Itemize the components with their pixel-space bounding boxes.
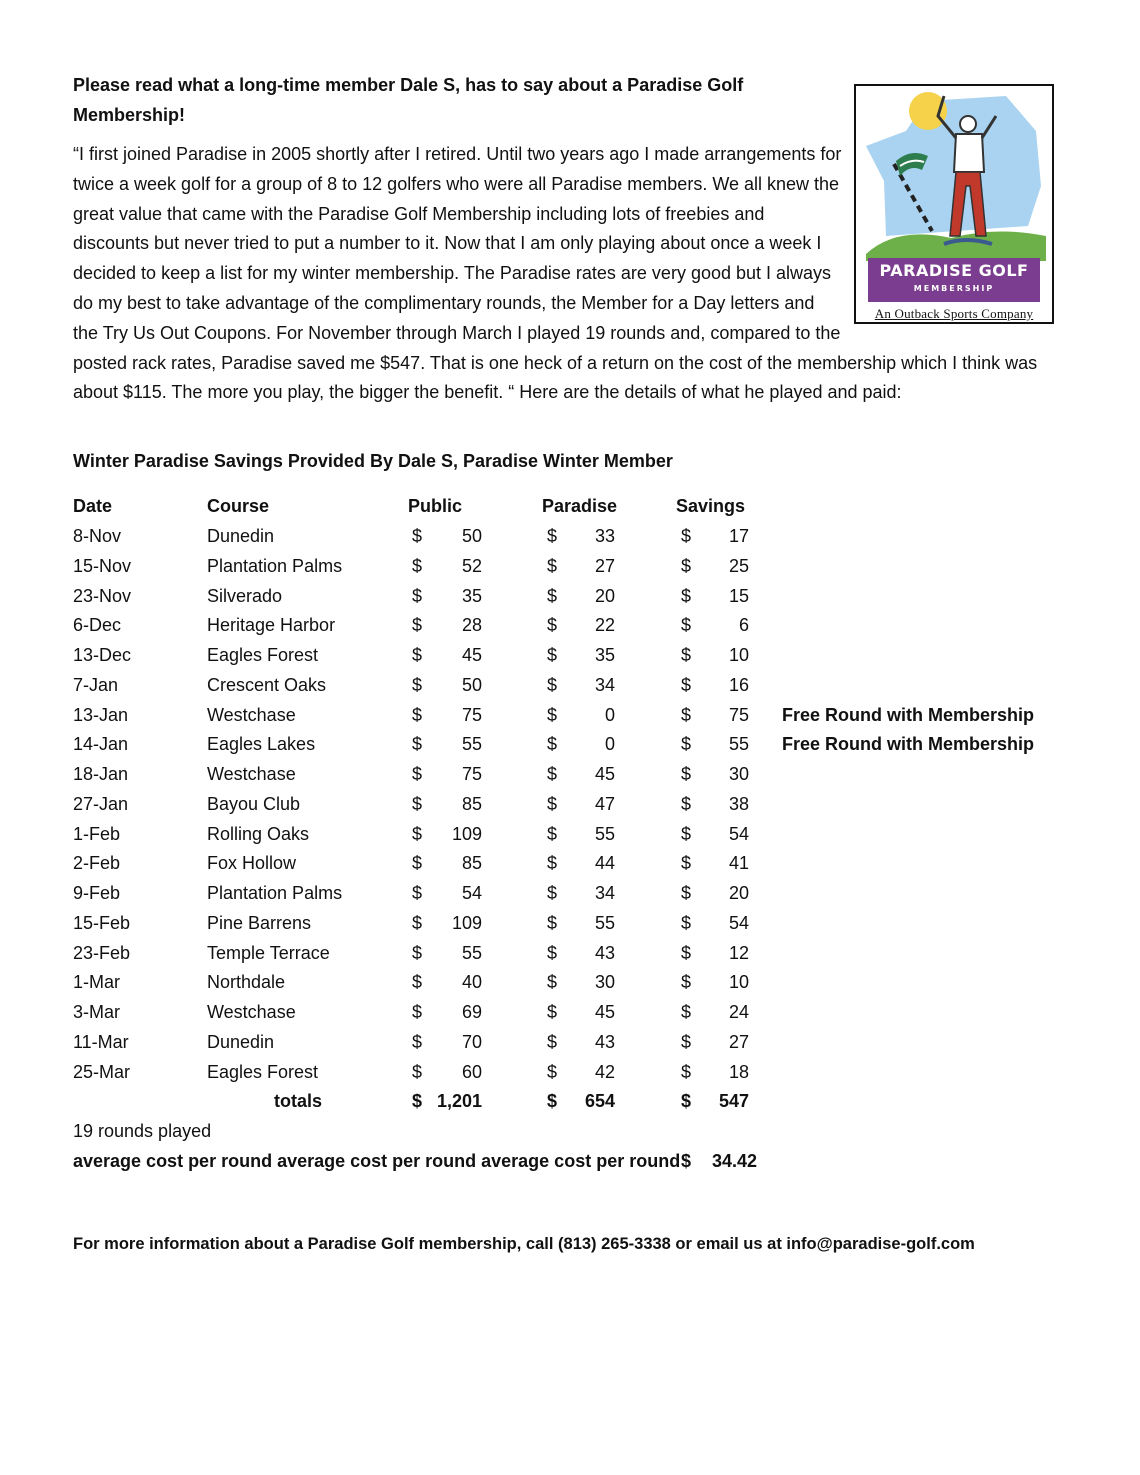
- table-row: [73, 967, 1073, 997]
- logo-caption: An Outback Sports Company: [874, 306, 1034, 321]
- row-public: 60: [461, 1061, 482, 1082]
- row-paradise: 47: [594, 793, 615, 814]
- row-paradise-currency: $: [547, 912, 558, 933]
- row-savings-currency: $: [681, 853, 692, 874]
- row-paradise: 45: [594, 764, 615, 784]
- row-public-currency: $: [412, 734, 423, 755]
- row-public: 109: [451, 823, 482, 844]
- row-savings: 16: [728, 674, 749, 695]
- row-course: Crescent Oaks: [207, 674, 327, 695]
- row-paradise: 55: [594, 823, 615, 844]
- row-public: 85: [461, 853, 482, 874]
- row-paradise-currency: $: [547, 764, 558, 784]
- row-note: Free Round with Membership: [782, 734, 1035, 755]
- row-savings: 54: [728, 912, 749, 933]
- row-public: 75: [461, 764, 482, 784]
- row-paradise-currency: $: [547, 793, 558, 814]
- row-savings-currency: $: [681, 585, 692, 606]
- totals-savings-currency: $: [681, 1091, 692, 1111]
- row-savings-currency: $: [681, 526, 692, 546]
- row-course: Westchase: [207, 704, 296, 725]
- row-date: 23-Feb: [73, 942, 131, 963]
- row-paradise: 44: [594, 853, 615, 874]
- average-cost-row: [73, 1146, 873, 1176]
- row-course: Heritage Harbor: [207, 615, 336, 636]
- row-course: Dunedin: [207, 526, 275, 546]
- row-public: 54: [461, 883, 482, 903]
- row-public-currency: $: [412, 674, 423, 695]
- row-course: Rolling Oaks: [207, 823, 310, 844]
- row-course: Plantation Palms: [207, 883, 343, 903]
- row-date: 18-Jan: [73, 764, 129, 784]
- table-row: [73, 878, 1073, 908]
- row-public: 28: [461, 615, 482, 636]
- row-date: 14-Jan: [73, 734, 129, 755]
- row-date: 13-Jan: [73, 704, 129, 725]
- totals-public: 1,201: [436, 1091, 482, 1111]
- row-date: 3-Mar: [73, 1002, 121, 1022]
- paradise-golf-logo: [854, 84, 1054, 324]
- row-course: Northdale: [207, 972, 286, 993]
- logo-title: PARADISE GOLF: [879, 261, 1029, 280]
- row-date: 2-Feb: [73, 853, 121, 874]
- row-savings: 6: [738, 615, 749, 636]
- row-paradise-currency: $: [547, 823, 558, 844]
- row-public-currency: $: [412, 1002, 423, 1022]
- totals-savings: 547: [718, 1091, 749, 1111]
- row-public: 75: [461, 704, 482, 725]
- row-savings-currency: $: [681, 883, 692, 903]
- table-row: [73, 789, 1073, 819]
- table-row: [73, 521, 1073, 551]
- row-date: 7-Jan: [73, 674, 119, 695]
- row-savings-currency: $: [681, 674, 692, 695]
- totals-label: totals: [274, 1091, 323, 1111]
- row-paradise: 43: [594, 1031, 615, 1052]
- header-date: Date: [73, 496, 113, 516]
- row-paradise-currency: $: [547, 1061, 558, 1082]
- row-savings-currency: $: [681, 1002, 692, 1022]
- row-savings: 20: [728, 883, 749, 903]
- table-row: [73, 1027, 1073, 1057]
- intro-heading: Please read what a long-time member Dale S, has to say about a Paradise Golf Membership!: [73, 75, 744, 125]
- row-savings-currency: $: [681, 823, 692, 844]
- row-course: Westchase: [207, 764, 296, 784]
- row-public-currency: $: [412, 1061, 423, 1082]
- row-public-currency: $: [412, 585, 423, 606]
- row-public: 55: [461, 942, 482, 963]
- row-paradise: 0: [604, 704, 615, 725]
- row-public-currency: $: [412, 793, 423, 814]
- row-date: 6-Dec: [73, 615, 122, 636]
- table-row: [73, 729, 1073, 759]
- row-course: Bayou Club: [207, 793, 301, 814]
- header-savings: Savings: [676, 496, 746, 516]
- row-public: 52: [461, 555, 482, 576]
- row-savings-currency: $: [681, 793, 692, 814]
- row-public: 55: [461, 734, 482, 755]
- row-savings-currency: $: [681, 645, 692, 665]
- header-course: Course: [207, 496, 270, 516]
- row-course: Westchase: [207, 1002, 296, 1022]
- table-row: [73, 997, 1073, 1027]
- row-course: Plantation Palms: [207, 555, 343, 576]
- row-course: Silverado: [207, 585, 283, 606]
- table-row: [73, 1057, 1073, 1087]
- row-savings: 17: [728, 526, 749, 546]
- row-date: 9-Feb: [73, 883, 121, 903]
- row-paradise: 34: [594, 883, 615, 903]
- row-course: Pine Barrens: [207, 912, 312, 933]
- row-public-currency: $: [412, 645, 423, 665]
- row-savings: 41: [728, 853, 749, 874]
- row-date: 1-Mar: [73, 972, 121, 993]
- row-course: Eagles Forest: [207, 645, 319, 665]
- row-savings: 54: [728, 823, 749, 844]
- row-public: 35: [461, 585, 482, 606]
- table-row: [73, 670, 1073, 700]
- row-savings-currency: $: [681, 555, 692, 576]
- row-savings: 10: [728, 972, 749, 993]
- row-savings: 18: [728, 1061, 749, 1082]
- row-savings-currency: $: [681, 734, 692, 755]
- row-paradise: 0: [604, 734, 615, 755]
- row-savings: 55: [728, 734, 749, 755]
- row-public-currency: $: [412, 942, 423, 963]
- row-paradise-currency: $: [547, 853, 558, 874]
- row-paradise: 27: [594, 555, 615, 576]
- row-paradise-currency: $: [547, 615, 558, 636]
- row-paradise-currency: $: [547, 883, 558, 903]
- row-date: 1-Feb: [73, 823, 121, 844]
- row-savings-currency: $: [681, 912, 692, 933]
- row-public: 50: [461, 674, 482, 695]
- row-note: Free Round with Membership: [782, 704, 1035, 725]
- row-public-currency: $: [412, 853, 423, 874]
- row-public: 70: [461, 1031, 482, 1052]
- row-paradise: 34: [594, 674, 615, 695]
- table-row: [73, 640, 1073, 670]
- table-row: [73, 908, 1073, 938]
- row-paradise-currency: $: [547, 645, 558, 665]
- row-public: 85: [461, 793, 482, 814]
- row-paradise: 45: [594, 1002, 615, 1022]
- row-public-currency: $: [412, 615, 423, 636]
- row-savings-currency: $: [681, 1031, 692, 1052]
- row-savings-currency: $: [681, 615, 692, 636]
- table-row: [73, 819, 1073, 849]
- row-public-currency: $: [412, 912, 423, 933]
- row-paradise-currency: $: [547, 1002, 558, 1022]
- row-date: 8-Nov: [73, 526, 122, 546]
- row-paradise: 35: [594, 645, 615, 665]
- row-paradise-currency: $: [547, 526, 558, 546]
- row-savings: 27: [728, 1031, 749, 1052]
- row-public-currency: $: [412, 972, 423, 993]
- row-paradise: 22: [594, 615, 615, 636]
- row-public: 69: [461, 1002, 482, 1022]
- row-savings: 25: [728, 555, 749, 576]
- table-row: [73, 759, 1073, 789]
- row-public: 40: [461, 972, 482, 993]
- row-paradise-currency: $: [547, 1031, 558, 1052]
- row-savings: 12: [728, 942, 749, 963]
- row-paradise: 33: [594, 526, 615, 546]
- testimonial-text: “I first joined Paradise in 2005 shortly after I retired. Until two years ago I made arrangements for twice a week golf for a group of 8 to 12 golfers who were all Paradise members. We all knew the great value that came with the Paradise Golf Membership including lots of freebies and discounts but never tried to put a number to it. Now that I am only playing about once a week I decided to keep a list for my winter membership. The Paradise rates are very good but I always do my best to take advantage of the complimentary rounds, the Member for a Day letters and the Try Us Out Coupons. For November through March I played 19 rounds and, compared to the posted rack rates, Paradise saved me $547. That is one heck of a return on the cost of the membership which I think was about $115. The more you play, the bigger the benefit. “ Here are the details of what he played and paid:: [73, 144, 1038, 403]
- table-row: [73, 610, 1073, 640]
- table-title: Winter Paradise Savings Provided By Dale S, Paradise Winter Member: [73, 451, 673, 471]
- row-savings: 38: [728, 793, 749, 814]
- row-paradise-currency: $: [547, 972, 558, 993]
- row-course: Eagles Lakes: [207, 734, 316, 755]
- row-paradise: 55: [594, 912, 615, 933]
- row-public-currency: $: [412, 1031, 423, 1052]
- row-course: Fox Hollow: [207, 853, 297, 874]
- row-paradise-currency: $: [547, 674, 558, 695]
- row-public-currency: $: [412, 823, 423, 844]
- logo-subtitle: MEMBERSHIP: [913, 284, 995, 293]
- row-paradise-currency: $: [547, 734, 558, 755]
- row-date: 27-Jan: [73, 793, 129, 814]
- row-savings-currency: $: [681, 972, 692, 993]
- row-course: Dunedin: [207, 1031, 275, 1052]
- row-paradise: 30: [594, 972, 615, 993]
- totals-public-currency: $: [412, 1091, 423, 1111]
- row-public-currency: $: [412, 555, 423, 576]
- totals-paradise: 654: [584, 1091, 615, 1111]
- row-date: 15-Nov: [73, 555, 132, 576]
- table-row: [73, 551, 1073, 581]
- table-row: [73, 700, 1073, 730]
- contact-footer: For more information about a Paradise Golf membership, call (813) 265-3338 or email us at info@paradise-golf.com: [73, 1235, 975, 1253]
- totals-row: [73, 1086, 1073, 1116]
- average-cost-value: 34.42: [711, 1151, 757, 1171]
- row-savings: 10: [728, 645, 749, 665]
- totals-paradise-currency: $: [547, 1091, 558, 1111]
- row-savings: 75: [728, 704, 749, 725]
- average-cost-currency: $: [681, 1151, 692, 1171]
- row-paradise: 43: [594, 942, 615, 963]
- row-paradise-currency: $: [547, 704, 558, 725]
- row-paradise: 42: [594, 1061, 615, 1082]
- row-date: 11-Mar: [73, 1031, 129, 1052]
- row-savings-currency: $: [681, 764, 692, 784]
- row-savings-currency: $: [681, 704, 692, 725]
- row-public: 109: [451, 912, 482, 933]
- row-public-currency: $: [412, 764, 423, 784]
- row-date: 15-Feb: [73, 912, 131, 933]
- row-public-currency: $: [412, 883, 423, 903]
- row-date: 23-Nov: [73, 585, 132, 606]
- row-savings-currency: $: [681, 1061, 692, 1082]
- average-cost-label: average cost per round average cost per round average cost per round: [73, 1151, 681, 1171]
- row-savings-currency: $: [681, 942, 692, 963]
- table-row: [73, 848, 1073, 878]
- row-public-currency: $: [412, 526, 423, 546]
- row-paradise: 20: [594, 585, 615, 606]
- row-course: Eagles Forest: [207, 1061, 319, 1082]
- table-row: [73, 938, 1073, 968]
- header-paradise: Paradise: [542, 496, 618, 516]
- row-date: 25-Mar: [73, 1061, 131, 1082]
- rounds-played: 19 rounds played: [73, 1121, 212, 1141]
- row-public-currency: $: [412, 704, 423, 725]
- row-savings: 24: [728, 1002, 749, 1022]
- row-date: 13-Dec: [73, 645, 132, 665]
- row-savings: 15: [728, 585, 749, 606]
- row-paradise-currency: $: [547, 942, 558, 963]
- row-public: 45: [461, 645, 482, 665]
- table-header-row: [73, 491, 1073, 521]
- row-savings: 30: [728, 764, 749, 784]
- row-course: Temple Terrace: [207, 942, 330, 963]
- row-public: 50: [461, 526, 482, 546]
- table-row: [73, 581, 1073, 611]
- row-paradise-currency: $: [547, 585, 558, 606]
- row-paradise-currency: $: [547, 555, 558, 576]
- header-public: Public: [408, 496, 463, 516]
